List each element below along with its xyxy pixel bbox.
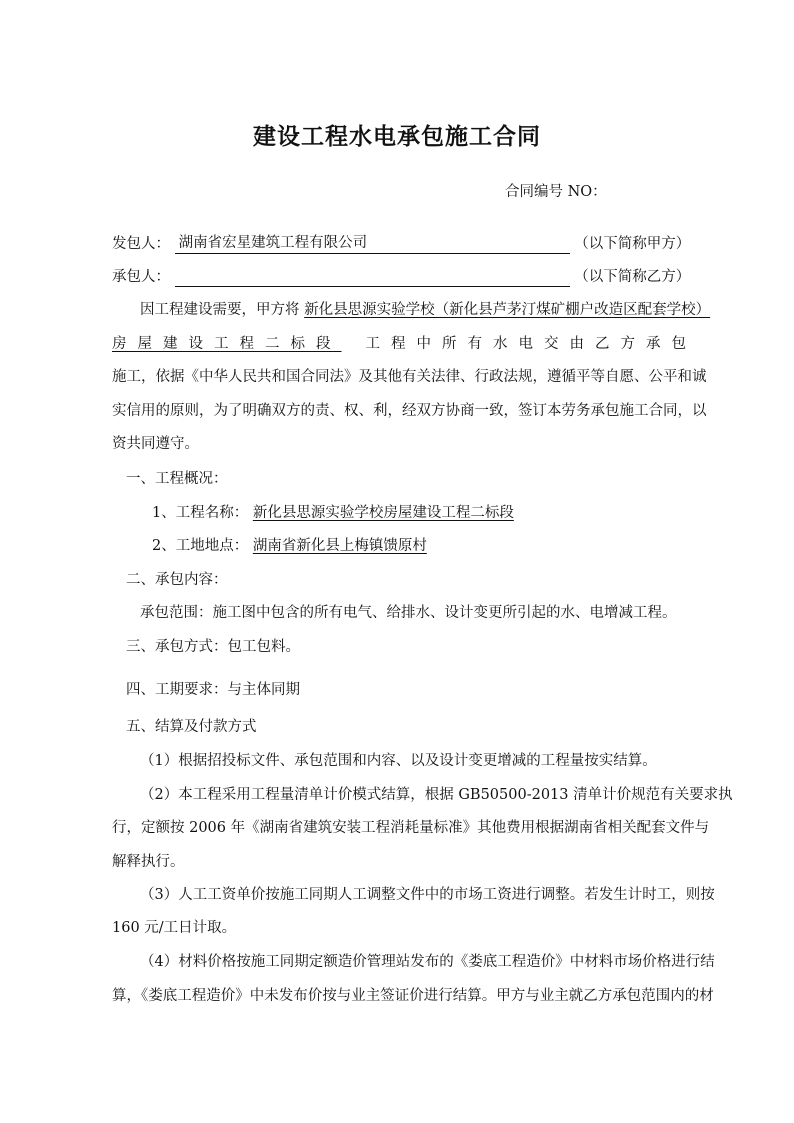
section-4-heading: 四、工期要求：与主体同期	[126, 682, 300, 698]
intro-prefix: 因工程建设需要，甲方将	[140, 302, 300, 318]
party-a-label: 发包人：	[112, 236, 170, 252]
intro-line-4: 实信用的原则，为了明确双方的责、权、利，经双方协商一致，签订本劳务承包施工合同，以	[112, 403, 707, 419]
section-3-heading: 三、承包方式：包工包料。	[126, 639, 300, 655]
intro-line-3: 施工，依据《中华人民共和国合同法》及其他有关法律、行政法规，遵循平等自愿、公平和诚	[112, 369, 707, 385]
section-5-item-2-line-2: 行，定额按 2006 年《湖南省建筑安装工程消耗量标准》其他费用根据湖南省相关配套文件与	[112, 820, 710, 836]
intro-project-name: 新化县思源实验学校（新化县芦茅汀煤矿棚户改造区配套学校）	[304, 302, 711, 318]
intro-line-2	[112, 334, 697, 354]
intro-line-5: 资共同遵守。	[112, 436, 199, 452]
contract-number: 合同编号 NO：	[505, 184, 607, 200]
section-5-heading: 五、结算及付款方式	[126, 719, 257, 735]
section-5-item-4-line-2: 算，《娄底工程造价》中未发布价按与业主签证价进行结算。甲方与业主就乙方承包范围内的材	[112, 988, 714, 1004]
section-5-item-4-line-1: （4）材料价格按施工同期定额造价管理站发布的《娄底工程造价》中材料市场价格进行结	[140, 954, 715, 970]
intro-line-2-rest: 工程中所有水电交由乙方承包	[365, 336, 697, 352]
section-5-item-2-line-1: （2）本工程采用工程量清单计价模式结算，根据 GB50500-2013 清单计价规范有关要求执	[140, 787, 733, 803]
section-1-heading: 一、工程概况：	[126, 471, 228, 487]
section-5-item-3-line-1: （3）人工工资单价按施工同期人工调整文件中的市场工资进行调整。若发生计时工，则按	[140, 887, 715, 903]
party-a-name: 湖南省宏星建筑工程有限公司	[178, 235, 368, 251]
site-location-value: 湖南省新化县上梅镇馈原村	[252, 538, 427, 554]
party-b-line	[112, 267, 690, 287]
section-2-scope: 承包范围：施工图中包含的所有电气、给排水、设计变更所引起的水、电增减工程。	[140, 605, 677, 621]
intro-line-1	[140, 300, 710, 320]
party-a-blank	[175, 237, 570, 254]
intro-project-name-cont: 房屋建设工程二标段	[112, 336, 342, 352]
document-title: 建设工程水电承包施工合同	[253, 123, 541, 150]
section-5-item-3-line-2: 160 元/工日计取。	[112, 920, 237, 936]
party-a-line	[112, 234, 690, 254]
party-a-note: （以下简称甲方）	[574, 236, 691, 252]
party-b-blank	[175, 270, 570, 287]
section-5-item-2-line-3: 解释执行。	[112, 854, 185, 870]
project-name-label: 1、工程名称：	[152, 505, 249, 521]
section-1-item-2	[152, 536, 427, 556]
section-2-heading: 二、承包内容：	[126, 572, 228, 588]
project-name-value: 新化县思源实验学校房屋建设工程二标段	[252, 505, 514, 521]
section-1-item-1	[152, 503, 514, 523]
party-b-note: （以下简称乙方）	[574, 269, 691, 285]
section-5-item-1: （1）根据招投标文件、承包范围和内容、以及设计变更增减的工程量按实结算。	[140, 753, 657, 769]
party-b-label: 承包人：	[112, 269, 170, 285]
site-location-label: 2、工地地点：	[152, 538, 249, 554]
